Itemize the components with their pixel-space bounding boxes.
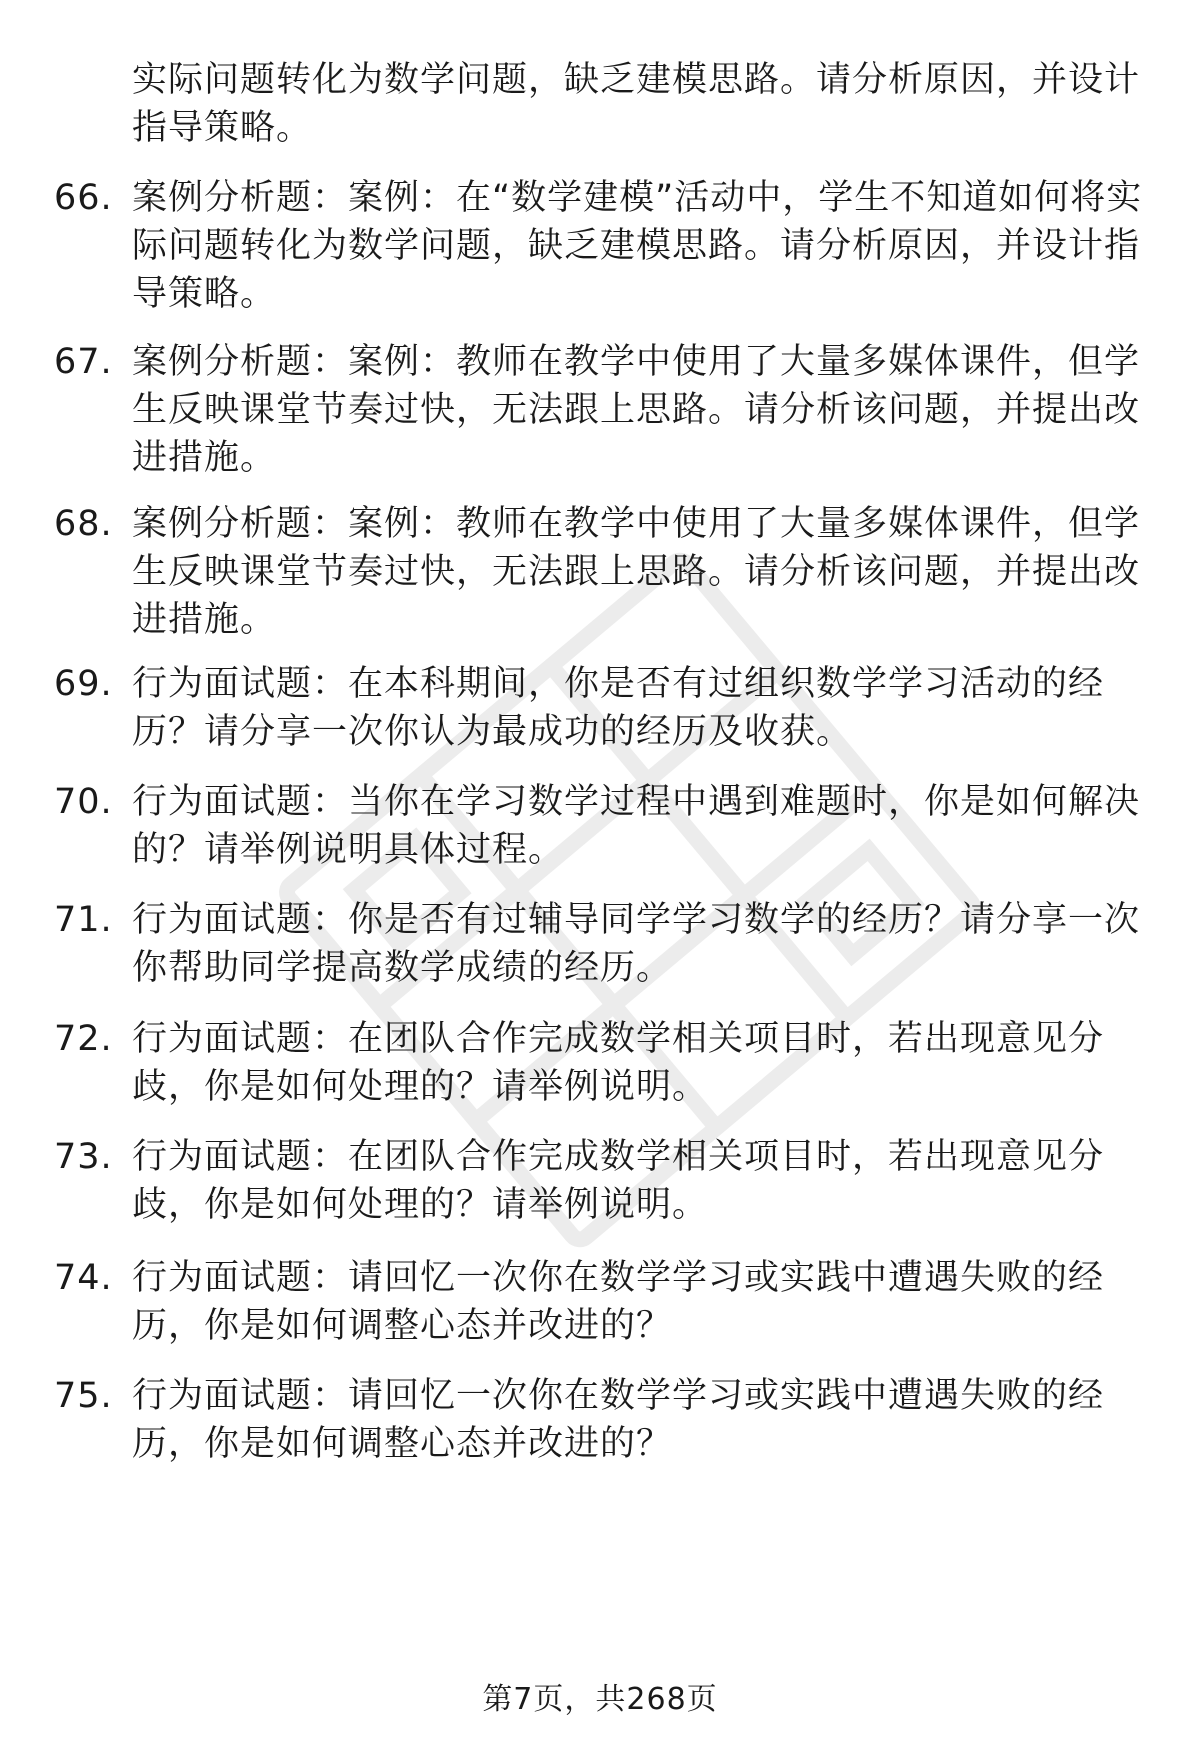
question-number: 67. xyxy=(54,342,113,382)
question-text: 案例分析题：案例：教师在教学中使用了大量多媒体课件，但学生反映课堂节奏过快，无法跟上思路。请分析该问题，并提出改进措施。 xyxy=(132,342,1141,478)
question-text: 行为面试题：在团队合作完成数学相关项目时，若出现意见分歧，你是如何处理的？请举例说明。 xyxy=(132,1019,1105,1107)
page-footer: 第7页，共268页 xyxy=(482,1682,718,1717)
question-text: 行为面试题：在本科期间，你是否有过组织数学学习活动的经历？请分享一次你认为最成功的经历及收获。 xyxy=(132,664,1105,752)
question-text: 行为面试题：在团队合作完成数学相关项目时，若出现意见分歧，你是如何处理的？请举例说明。 xyxy=(132,1137,1105,1225)
question-text: 案例分析题：案例：在“数学建模”活动中，学生不知道如何将实际问题转化为数学问题，缺乏建模思路。请分析原因，并设计指导策略。 xyxy=(132,178,1143,314)
question-text: 行为面试题：请回忆一次你在数学学习或实践中遭遇失败的经历，你是如何调整心态并改进的？ xyxy=(132,1376,1105,1464)
question-text: 行为面试题：当你在学习数学过程中遇到难题时，你是如何解决的？请举例说明具体过程。 xyxy=(132,782,1141,870)
question-text: 案例分析题：案例：教师在教学中使用了大量多媒体课件，但学生反映课堂节奏过快，无法跟上思路。请分析该问题，并提出改进措施。 xyxy=(132,504,1141,640)
question-number: 68. xyxy=(54,504,113,544)
question-number: 70. xyxy=(54,782,113,822)
question-number: 75. xyxy=(54,1376,113,1416)
question-number: 74. xyxy=(54,1258,113,1298)
question-number: 71. xyxy=(54,900,113,940)
question-number: 66. xyxy=(54,178,113,218)
question-text: 行为面试题：请回忆一次你在数学学习或实践中遭遇失败的经历，你是如何调整心态并改进的？ xyxy=(132,1258,1105,1346)
question-number: 73. xyxy=(54,1137,113,1177)
continued-question-text: 实际问题转化为数学问题，缺乏建模思路。请分析原因，并设计指导策略。 xyxy=(132,60,1141,148)
question-number: 72. xyxy=(54,1019,113,1059)
question-number: 69. xyxy=(54,664,113,704)
question-text: 行为面试题：你是否有过辅导同学学习数学的经历？请分享一次你帮助同学提高数学成绩的经历。 xyxy=(132,900,1141,988)
